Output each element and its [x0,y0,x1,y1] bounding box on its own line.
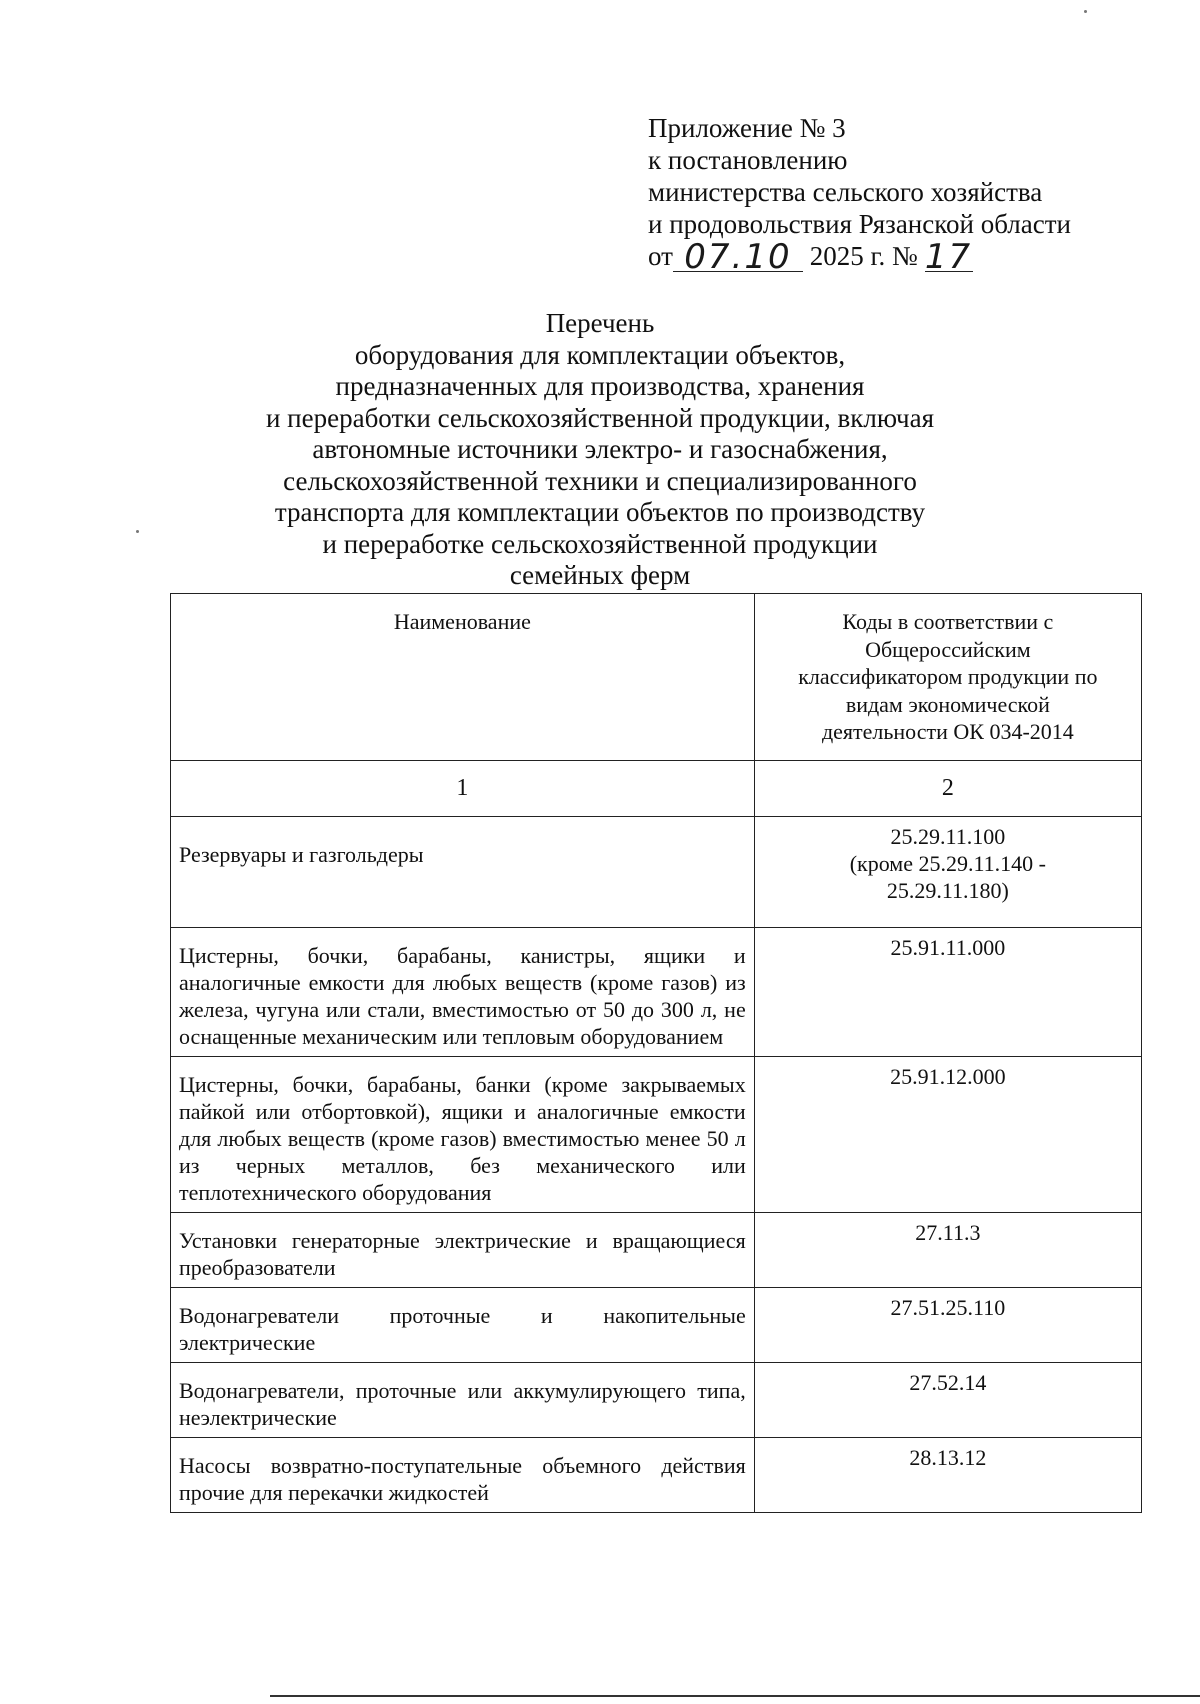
row-code-line: 25.29.11.180) [886,878,1009,903]
scan-edge-line [270,1695,1200,1697]
row-code-line: 28.13.12 [909,1445,987,1470]
number-blank [924,237,973,277]
row-code [754,817,1141,928]
row-code-line: 25.29.11.100 [890,824,1006,849]
row-name: Насосы возвратно-поступательные объемного действия прочие для перекачки жидкостей [171,1438,755,1513]
scan-speck [136,530,139,533]
equipment-table [170,593,1142,1513]
row-code-line: 27.51.25.110 [890,1295,1006,1320]
scan-speck [1084,10,1087,13]
row-code [754,1438,1141,1513]
title-line: автономные источники электро- и газоснабжения, [312,434,888,464]
row-code [754,928,1141,1057]
title-line: транспорта для комплектации объектов по производству [274,497,926,527]
row-code-line: 25.91.11.000 [890,935,1006,960]
row-code [754,1057,1141,1213]
row-code [754,1288,1141,1363]
header-code-line: Общероссийским [865,636,1031,662]
row-name: Резервуары и газгольдеры [171,817,755,928]
title-line: оборудования для комплектации объектов, [354,339,846,370]
header-code-line: классификатором продукции по [798,664,1098,689]
annex-title: Приложение № 3 [648,113,846,143]
title-line: и переработки сельскохозяйственной продукции, включая [265,402,935,433]
header-code-cell [754,594,1141,761]
document-title [150,308,1050,592]
row-code-line: 27.52.14 [909,1370,987,1395]
table-row [171,1057,1142,1213]
table-row [171,1213,1142,1288]
table-row [171,1363,1142,1438]
row-code-line: 27.11.3 [915,1220,981,1245]
row-code-line: (кроме 25.29.11.140 - [849,851,1046,876]
row-name: Водонагреватели проточные и накопительные электрические [171,1288,755,1363]
header-code-line: деятельности ОК 034-2014 [821,719,1074,744]
title-line: и переработке сельскохозяйственной продукции [322,528,878,559]
title-line: Перечень [545,308,655,338]
annex-date-line [648,237,1071,277]
title-line: семейных ферм [509,560,691,590]
year-text: 2025 г. № [809,241,918,271]
table-row [171,928,1142,1057]
row-name: Цистерны, бочки, барабаны, канистры, ящики и аналогичные емкости для любых веществ (кроме газов) из железа, чугуна или стали, вместимостью от 50 до 300 л, не оснащенные механическим или тепловым оборудованием [171,928,755,1057]
handwritten-number: 17 [924,237,973,277]
column-number-1: 1 [171,761,755,817]
table-header-row [171,594,1142,761]
title-line: сельскохозяйственной техники и специализированного [283,465,917,496]
title-line: предназначенных для производства, хранения [335,371,865,401]
annex-line-2: к постановлению [648,145,848,175]
annex-line-3: министерства сельского хозяйства [648,177,1043,207]
row-name: Цистерны, бочки, барабаны, банки (кроме закрываемых пайкой или отбортовкой), ящики и аналогичные емкости для любых веществ (кроме газов) вместимостью менее 50 л из черных металлов, без механического или теплотехнического оборудования [171,1057,755,1213]
date-blank [673,237,803,277]
header-code-line: Коды в соответствии с [842,609,1054,634]
table-row [171,817,1142,928]
handwritten-date: 07.10 [684,237,792,277]
header-name-cell: Наименование [171,594,755,761]
table-row [171,1288,1142,1363]
annex-header [648,112,1071,277]
date-prefix: от [648,241,673,271]
table-row [171,1438,1142,1513]
header-code-line: видам экономической [845,691,1050,717]
annex-line-4: и продовольствия Рязанской области [648,209,1071,239]
row-code [754,1363,1141,1438]
column-number-row [171,761,1142,817]
row-name: Водонагреватели, проточные или аккумулирующего типа, неэлектрические [171,1363,755,1438]
column-number-2: 2 [754,761,1141,817]
row-code [754,1213,1141,1288]
row-name: Установки генераторные электрические и вращающиеся преобразователи [171,1213,755,1288]
row-code-line: 25.91.12.000 [890,1064,1006,1089]
